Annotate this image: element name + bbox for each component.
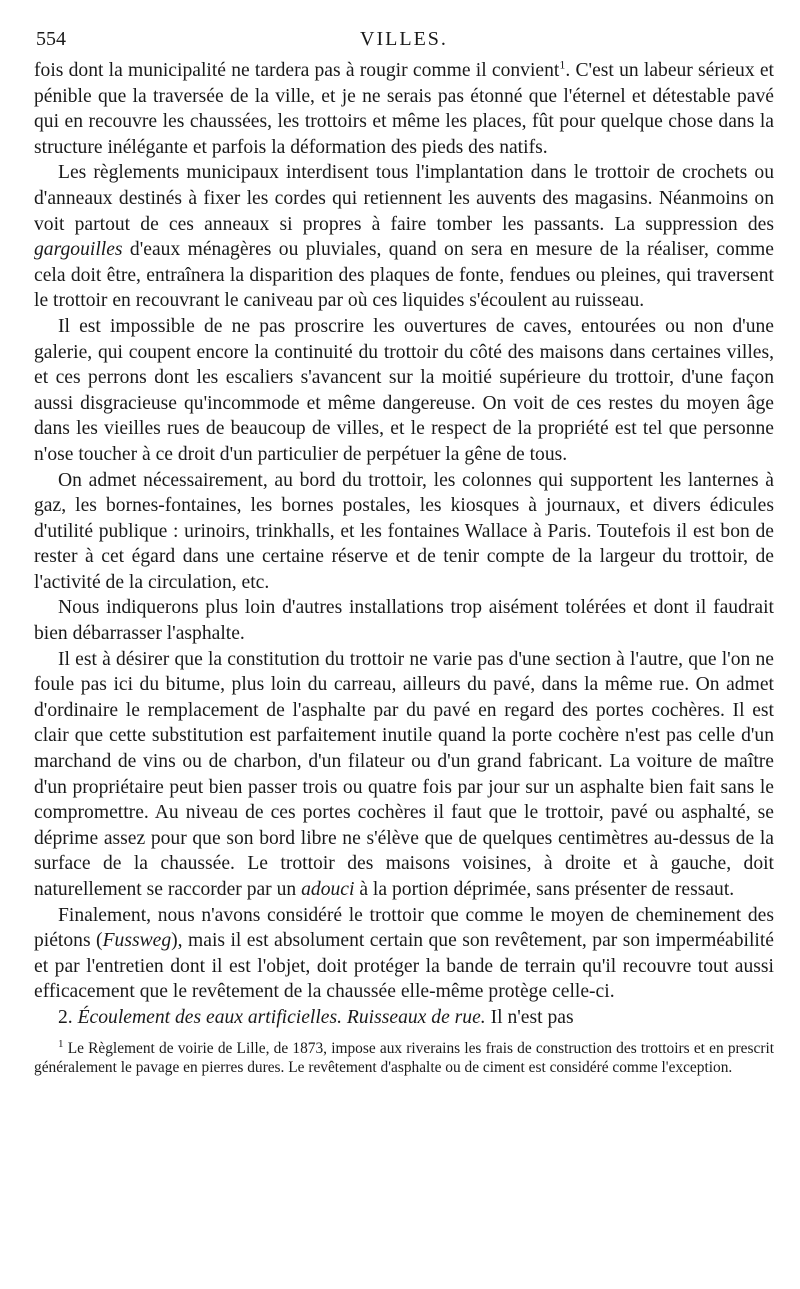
footnote <box>34 1035 774 1077</box>
paragraph-7-text-b: ), mais il est absolument certain que son revêtement, par son imperméabilité et par l'entretien dont il est l'objet, doit protéger la bande de terrain qu'il recouvre tout aussi efficacement que le revêtement de la chaussée elle-même protège celle-ci. <box>34 930 774 1003</box>
footnote-reference: 1 <box>559 57 566 72</box>
paragraph-3: Il est impossible de ne pas proscrire les ouvertures de caves, entourées ou non d'une galerie, qui coupent encore la continuité du trottoir du côté des maisons dans certaines villes, et ces perrons dont les escaliers s'avancent sur la moitié supérieure du trottoir, d'une façon aussi disgracieuse qu'incommode et même dangereuse. On voit de ces restes du moyen âge dans les vieilles rues de beaucoup de villes, et le respect de la propriété est tel que personne n'ose toucher à ce droit d'un particulier de perpétuer la gêne de tous. <box>34 315 774 465</box>
paragraph-1 <box>34 58 774 160</box>
paragraph-4: On admet nécessairement, au bord du trottoir, les colonnes qui supportent les lanternes à gaz, les bornes-fontaines, les bornes postales, les kiosques à journaux, et divers édicules d'utilité publique : urinoirs, trinkhalls, et les fontaines Wallace à Paris. Toutefois il est bon de rester à cet égard dans une certaine réserve et de tenir compte de la largeur du trottoir, de l'activité de la circulation, etc. <box>34 469 774 593</box>
paragraph-5: Nous indiquerons plus loin d'autres installations trop aisément tolérées et dont il faudrait bien débarrasser l'asphalte. <box>34 597 774 645</box>
running-title: VILLES. <box>360 28 448 50</box>
paragraph-6-text-b: à la portion déprimée, sans présenter de ressaut. <box>354 879 735 900</box>
paragraph-2-text-b: d'eaux ménagères ou pluviales, quand on sera en mesure de la réaliser, comme cela doit être, entraînera la disparition des plaques de fonte, fendues ou pleines, qui traversent le trottoir en recouvrant le caniveau par où ces liquides s'écoulent au ruisseau. <box>34 239 774 312</box>
section-number: 2. <box>58 1006 78 1028</box>
paragraph-2 <box>34 160 774 314</box>
paragraph-7 <box>34 903 774 1005</box>
paragraph-7-emphasis: Fussweg <box>102 930 172 952</box>
section-heading-rest: Il n'est pas <box>485 1006 574 1028</box>
footnote-text: Le Règlement de voirie de Lille, de 1873, impose aux riverains les frais de construction des trottoirs et en prescrit généralement le pavage en pierres dures. Le revêtement d'asphalte ou de ciment est considéré comme l'exception. <box>34 1039 774 1076</box>
page-number: 554 <box>36 28 66 50</box>
book-page <box>34 22 774 1272</box>
paragraph-6 <box>34 647 774 903</box>
paragraph-2-emphasis: gargouilles <box>34 239 123 261</box>
paragraph-1-rest: . C'est un labeur sérieux et pénible que la traversée de la ville, et je ne serais pas étonné que l'éternel et détestable pavé qui en recouvre les chaussées, les trottoirs et même les places, fût pour quelque chose dans la structure inélégante et parfois la déformation des pieds des natifs. <box>34 60 774 158</box>
paragraph-6-text-a: Il est à désirer que la constitution du trottoir ne varie pas d'une section à l'autre, que l'on ne foule pas ici du bitume, plus loin du carreau, ailleurs du pavé, dans la même rue. On admet d'ordinaire le remplacement de l'asphalte par du pavé en regard des portes cochères. Il est clair que cette substitution est parfaitement inutile quand la porte cochère n'est pas celle d'un marchand de vins ou de charbon, d'un filateur ou d'un grand fabricant. La voiture de maître d'un propriétaire peut bien passer trois ou quatre fois par jour sur un asphalte bien fait sans le compromettre. Au niveau de ces portes cochères il faut que le trottoir, pavé ou asphalté, se déprime assez pour que son bord libre ne s'élève que de quelques centimètres au-dessus de la surface de la chaussée. Le trottoir des maisons voisines, à droite et à gauche, doit naturellement se raccorder par un <box>34 648 774 900</box>
footnote-mark: 1 <box>58 1037 64 1050</box>
paragraph-7-text-a: Finalement, nous n'avons considéré le trottoir que comme le moyen de cheminement des piétons ( <box>34 904 774 952</box>
section-heading-paragraph <box>34 1005 774 1031</box>
paragraph-6-emphasis: adouci <box>301 879 355 900</box>
body-text <box>34 58 774 1031</box>
section-title: Écoulement des eaux artificielles. Ruisseaux de rue. <box>77 1006 486 1028</box>
paragraph-1-text: fois dont la municipalité ne tardera pas à rougir comme il convient <box>34 60 560 81</box>
page-header <box>34 22 774 58</box>
paragraph-2-text-a: Les règlements municipaux interdisent tous l'implantation dans le trottoir de crochets ou d'anneaux destinés à fixer les cordes qui retiennent les auvents des magasins. Néanmoins on voit partout de ces anneaux si propres à faire tomber les passants. La suppression des <box>34 162 774 235</box>
